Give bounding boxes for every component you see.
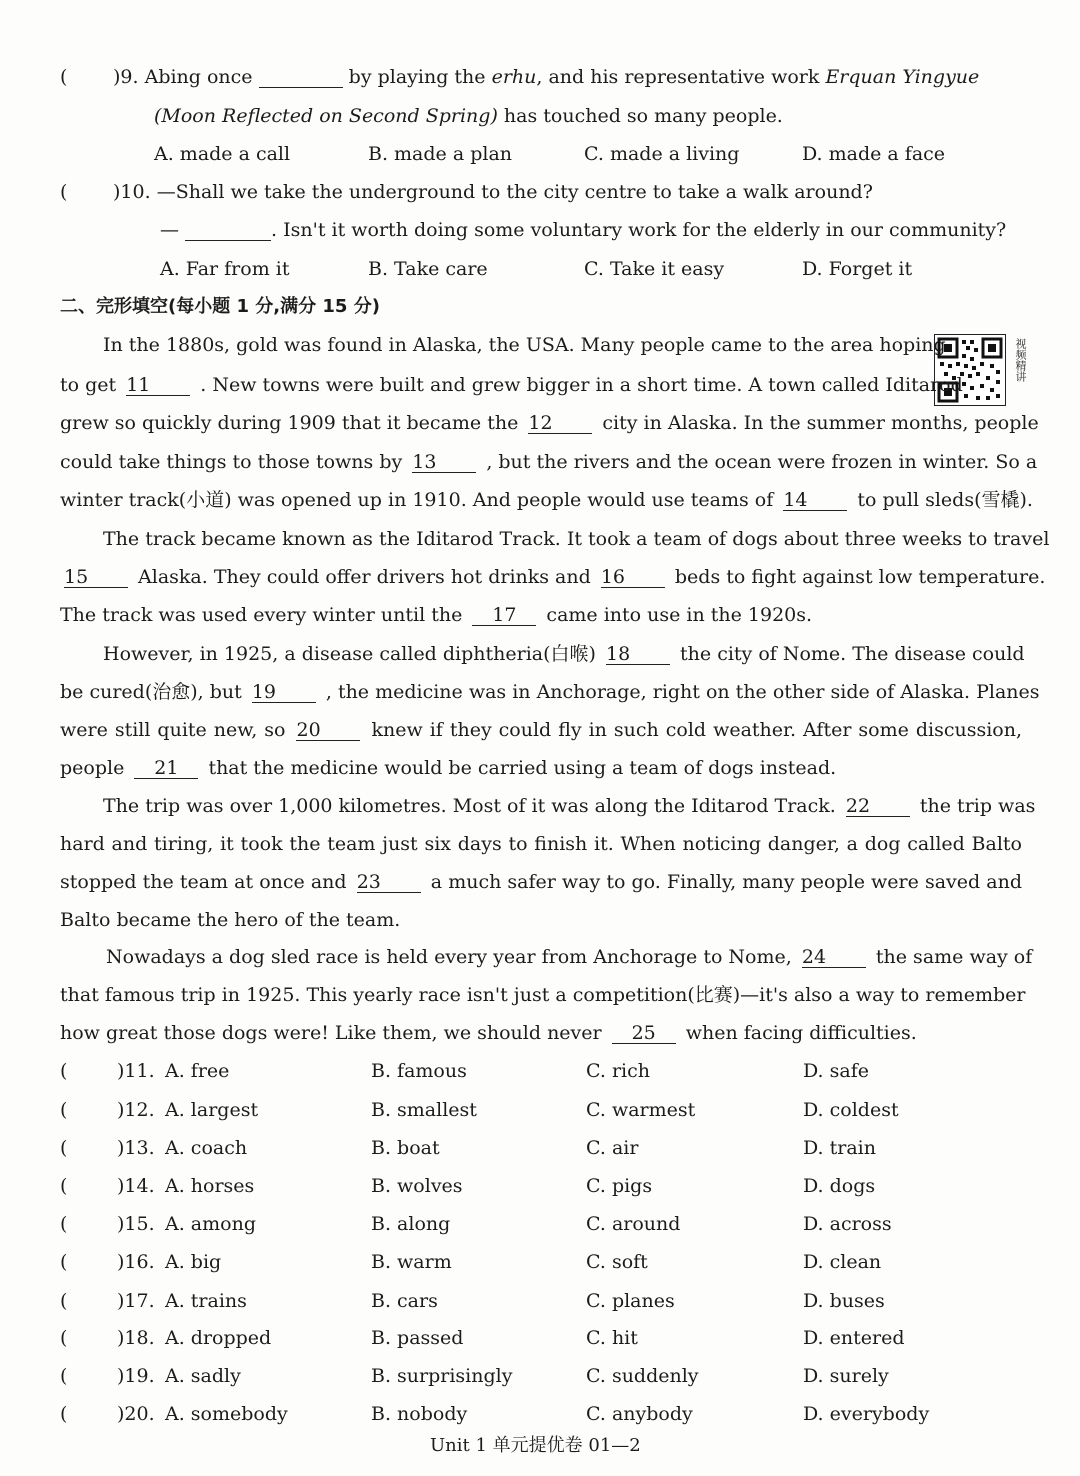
question-number: )12. bbox=[117, 1099, 155, 1121]
question-text: . Isn't it worth doing some voluntary work for the elderly in our community? bbox=[271, 219, 1007, 241]
option-b[interactable]: B. surprisingly bbox=[371, 1365, 513, 1387]
passage-line bbox=[103, 528, 1050, 550]
section-title: 二、完形填空(每小题 1 分,满分 15 分) bbox=[60, 296, 380, 317]
option-b[interactable]: B. passed bbox=[371, 1327, 464, 1349]
option-d[interactable]: D. safe bbox=[803, 1060, 869, 1082]
passage-line bbox=[103, 795, 1036, 817]
passage-text: were still quite new, so bbox=[60, 719, 286, 741]
option-d[interactable]: D. made a face bbox=[802, 143, 946, 165]
page-footer: Unit 1 单元提优卷 01—2 bbox=[430, 1435, 641, 1456]
passage-text: a much safer way to go. Finally, many people were saved and bbox=[430, 871, 1022, 893]
cloze-blank-25[interactable]: 25 bbox=[612, 1024, 676, 1044]
cloze-blank-19[interactable]: 19 bbox=[252, 683, 316, 703]
answer-paren: ( bbox=[60, 1213, 68, 1235]
option-c[interactable]: C. pigs bbox=[586, 1175, 653, 1197]
passage-text: stopped the team at once and bbox=[60, 871, 347, 893]
question-number: )13. bbox=[117, 1137, 155, 1159]
passage-text: knew if they could fly in such cold weather. After some discussion, bbox=[371, 719, 1023, 741]
cloze-blank-12[interactable]: 12 bbox=[528, 414, 592, 434]
cloze-blank-13[interactable]: 13 bbox=[412, 453, 476, 473]
cloze-blank-20[interactable]: 20 bbox=[296, 721, 360, 741]
option-d[interactable]: D. entered bbox=[803, 1327, 905, 1349]
passage-text: the same way of bbox=[875, 946, 1033, 968]
passage-text: Alaska. They could offer drivers hot drinks and bbox=[138, 566, 591, 588]
qr-label: 视频精讲 bbox=[1014, 338, 1027, 382]
passage-text: the trip was bbox=[919, 795, 1036, 817]
option-b[interactable]: B. nobody bbox=[371, 1403, 468, 1425]
answer-paren: ( bbox=[60, 66, 68, 88]
option-d[interactable]: D. clean bbox=[803, 1251, 882, 1273]
answer-paren: ( bbox=[60, 1060, 68, 1082]
option-a[interactable]: A. largest bbox=[165, 1099, 259, 1121]
passage-text: The trip was over 1,000 kilometres. Most of it was along the Iditarod Track. bbox=[103, 795, 836, 817]
passage-line bbox=[60, 451, 1038, 473]
option-a[interactable]: A. dropped bbox=[165, 1327, 272, 1349]
passage-text: when facing difficulties. bbox=[685, 1022, 917, 1044]
passage-text: However, in 1925, a disease called diphtheria(白喉) bbox=[103, 643, 596, 665]
option-d[interactable]: D. Forget it bbox=[802, 258, 913, 280]
option-b[interactable]: B. Take care bbox=[368, 258, 488, 280]
dialog-dash: — bbox=[160, 219, 179, 241]
passage-line bbox=[60, 1024, 917, 1044]
passage-text: , but the rivers and the ocean were frozen in winter. So a bbox=[486, 451, 1038, 473]
option-d[interactable]: D. buses bbox=[803, 1290, 885, 1312]
work-title: Erquan Yingyue bbox=[825, 66, 980, 88]
option-c[interactable]: C. planes bbox=[586, 1290, 675, 1312]
option-a[interactable]: A. big bbox=[165, 1251, 222, 1273]
passage-text: that the medicine would be carried using a team of dogs instead. bbox=[208, 757, 837, 779]
question-10-line-2 bbox=[160, 221, 1006, 241]
cloze-blank-14[interactable]: 14 bbox=[783, 491, 847, 511]
question-number: )17. bbox=[117, 1290, 155, 1312]
passage-text: beds to fight against low temperature. bbox=[674, 566, 1046, 588]
option-a[interactable]: A. coach bbox=[165, 1137, 248, 1159]
option-b[interactable]: B. made a plan bbox=[368, 143, 513, 165]
answer-paren: ( bbox=[60, 1290, 68, 1312]
option-b[interactable]: B. boat bbox=[371, 1137, 440, 1159]
cloze-blank-23[interactable]: 23 bbox=[357, 873, 421, 893]
question-9-line-2 bbox=[154, 107, 783, 126]
cloze-blank-24[interactable]: 24 bbox=[802, 948, 866, 968]
option-d[interactable]: D. everybody bbox=[803, 1403, 930, 1425]
option-a[interactable]: A. among bbox=[165, 1213, 256, 1235]
question-9-line-1 bbox=[113, 68, 979, 88]
passage-text: to get bbox=[60, 374, 117, 396]
answer-paren: ( bbox=[60, 1137, 68, 1159]
answer-paren: ( bbox=[60, 181, 68, 203]
question-text: , and his representative work bbox=[536, 66, 820, 88]
passage-text: hard and tiring, it took the team just six days to finish it. When noticing danger, a dog called Balto bbox=[60, 833, 1022, 855]
passage-line bbox=[60, 911, 400, 930]
question-number: )14. bbox=[117, 1175, 155, 1197]
passage-text: city in Alaska. In the summer months, people bbox=[602, 412, 1039, 434]
question-10-line-1 bbox=[113, 183, 873, 202]
question-text: Abing once bbox=[144, 66, 253, 88]
option-d[interactable]: D. train bbox=[803, 1137, 876, 1159]
answer-paren: ( bbox=[60, 1251, 68, 1273]
answer-blank[interactable] bbox=[185, 221, 271, 241]
answer-paren: ( bbox=[60, 1175, 68, 1197]
option-d[interactable]: D. surely bbox=[803, 1365, 889, 1387]
option-c[interactable]: C. hit bbox=[586, 1327, 638, 1349]
passage-text: Balto became the hero of the team. bbox=[60, 909, 401, 931]
question-number: )11. bbox=[117, 1060, 155, 1082]
question-text: by playing the bbox=[348, 66, 486, 88]
question-number: )16. bbox=[117, 1251, 155, 1273]
option-b[interactable]: B. smallest bbox=[371, 1099, 477, 1121]
passage-text: In the 1880s, gold was found in Alaska, the USA. Many people came to the area hoping bbox=[103, 334, 946, 356]
passage-line bbox=[60, 606, 812, 626]
passage-line bbox=[60, 873, 1022, 893]
question-number: )19. bbox=[117, 1365, 155, 1387]
option-d[interactable]: D. across bbox=[803, 1213, 892, 1235]
question-number: )18. bbox=[117, 1327, 155, 1349]
question-text: —Shall we take the underground to the city centre to take a walk around? bbox=[156, 181, 873, 203]
option-d[interactable]: D. dogs bbox=[803, 1175, 876, 1197]
option-a[interactable]: A. sadly bbox=[165, 1365, 241, 1387]
cloze-blank-21[interactable]: 21 bbox=[134, 759, 198, 779]
cloze-blank-11[interactable]: 11 bbox=[126, 376, 190, 396]
passage-text: to pull sleds(雪橇). bbox=[857, 489, 1033, 511]
passage-text: that famous trip in 1925. This yearly race isn't just a competition(比赛)—it's also a way to remember bbox=[60, 984, 1026, 1006]
option-c[interactable]: C. rich bbox=[586, 1060, 650, 1082]
cloze-blank-22[interactable]: 22 bbox=[846, 797, 910, 817]
option-c[interactable]: C. made a living bbox=[584, 143, 740, 165]
cloze-blank-18[interactable]: 18 bbox=[606, 645, 670, 665]
answer-paren: ( bbox=[60, 1365, 68, 1387]
option-a[interactable]: A. made a call bbox=[154, 143, 291, 165]
passage-text: people bbox=[60, 757, 125, 779]
passage-text: The track was used every winter until the bbox=[60, 604, 463, 626]
option-a[interactable]: A. trains bbox=[165, 1290, 247, 1312]
passage-line bbox=[60, 489, 1033, 511]
option-c[interactable]: C. air bbox=[586, 1137, 639, 1159]
option-b[interactable]: B. famous bbox=[371, 1060, 467, 1082]
passage-text: could take things to those towns by bbox=[60, 451, 403, 473]
passage-line bbox=[60, 721, 1022, 741]
option-c[interactable]: C. soft bbox=[586, 1251, 648, 1273]
passage-text: . New towns were built and grew bigger in a short time. A town called Iditarod bbox=[200, 374, 963, 396]
answer-blank[interactable] bbox=[259, 68, 343, 88]
option-a[interactable]: A. Far from it bbox=[160, 258, 290, 280]
question-number: )15. bbox=[117, 1213, 155, 1235]
passage-text: grew so quickly during 1909 that it became the bbox=[60, 412, 519, 434]
option-a[interactable]: A. somebody bbox=[165, 1403, 288, 1425]
passage-line bbox=[60, 759, 836, 779]
passage-text: be cured(治愈), but bbox=[60, 681, 242, 703]
passage-line bbox=[103, 643, 1025, 665]
cloze-blank-16[interactable]: 16 bbox=[601, 568, 665, 588]
option-c[interactable]: C. anybody bbox=[586, 1403, 693, 1425]
question-number: )9. bbox=[113, 66, 139, 88]
passage-text: , the medicine was in Anchorage, right on the other side of Alaska. Planes bbox=[325, 681, 1040, 703]
passage-line bbox=[60, 984, 1026, 1006]
answer-paren: ( bbox=[60, 1327, 68, 1349]
question-text: has touched so many people. bbox=[503, 105, 783, 127]
passage-line bbox=[106, 946, 1033, 968]
question-text-italic: erhu bbox=[491, 66, 537, 88]
option-a[interactable]: A. free bbox=[165, 1060, 230, 1082]
passage-text: The track became known as the Iditarod Track. It took a team of dogs about three weeks to travel bbox=[103, 528, 1050, 550]
option-c[interactable]: C. suddenly bbox=[586, 1365, 699, 1387]
option-b[interactable]: B. along bbox=[371, 1213, 451, 1235]
cloze-blank-15[interactable]: 15 bbox=[64, 568, 128, 588]
passage-line bbox=[60, 835, 1022, 854]
option-c[interactable]: C. around bbox=[586, 1213, 681, 1235]
passage-line bbox=[60, 412, 1039, 434]
option-c[interactable]: C. Take it easy bbox=[584, 258, 725, 280]
option-a[interactable]: A. horses bbox=[165, 1175, 255, 1197]
question-number: )20. bbox=[117, 1403, 155, 1425]
option-b[interactable]: B. wolves bbox=[371, 1175, 463, 1197]
passage-line bbox=[60, 681, 1040, 703]
passage-text: winter track(小道) was opened up in 1910. And people would use teams of bbox=[60, 489, 774, 511]
passage-text: Nowadays a dog sled race is held every year from Anchorage to Nome, bbox=[106, 946, 792, 968]
option-b[interactable]: B. cars bbox=[371, 1290, 438, 1312]
passage-text: how great those dogs were! Like them, we should never bbox=[60, 1022, 602, 1044]
passage-text: the city of Nome. The disease could bbox=[680, 643, 1025, 665]
work-title-translation: (Moon Reflected on Second Spring) bbox=[154, 105, 498, 127]
question-number: )10. bbox=[113, 181, 151, 203]
cloze-blank-17[interactable]: 17 bbox=[472, 606, 536, 626]
passage-text: came into use in the 1920s. bbox=[546, 604, 813, 626]
answer-paren: ( bbox=[60, 1403, 68, 1425]
passage-line bbox=[60, 566, 1046, 588]
passage-line bbox=[103, 334, 946, 356]
option-d[interactable]: D. coldest bbox=[803, 1099, 899, 1121]
passage-line bbox=[60, 374, 963, 396]
answer-paren: ( bbox=[60, 1099, 68, 1121]
option-c[interactable]: C. warmest bbox=[586, 1099, 696, 1121]
option-b[interactable]: B. warm bbox=[371, 1251, 452, 1273]
